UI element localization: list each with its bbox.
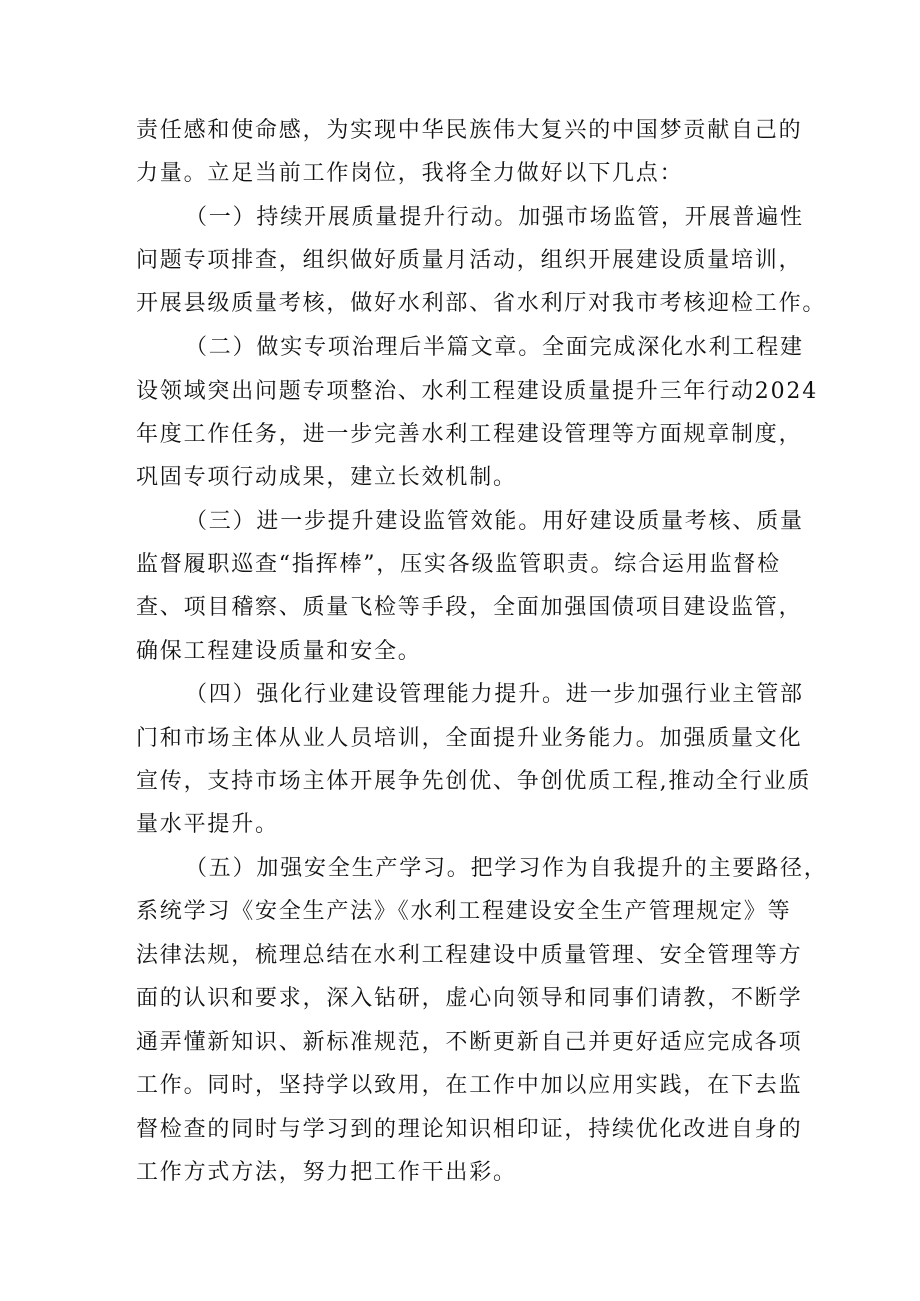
text-line: 开展县级质量考核，做好水利部、省水利厅对我市考核迎检工作。 (136, 291, 827, 316)
text-line: 法律法规，梳理总结在水利工程建设中质量管理、安全管理等方 (136, 943, 803, 968)
text-line: 工作。同时，坚持学以致用，在工作中加以应用实践，在下去监 (136, 1073, 803, 1098)
text-line: 工作方式方法，努力把工作干出彩。 (136, 1160, 517, 1185)
text-line: 系统学习《安全生产法》《水利工程建设安全生产管理规定》等 (136, 899, 792, 924)
text-line: 量水平提升。 (136, 812, 279, 837)
text-line: 确保工程建设质量和安全。 (136, 639, 422, 664)
text-line: 责任感和使命感，为实现中华民族伟大复兴的中国梦贡献自己的 (136, 118, 803, 143)
paragraph-5-heading-line: （五）加强安全生产学习。把学习作为自我提升的主要路径， (185, 856, 828, 881)
text-line: 力量。立足当前工作岗位，我将全力做好以下几点： (136, 161, 684, 186)
text-line: 查、项目稽察、质量飞检等手段，全面加强国债项目建设监管， (136, 595, 803, 620)
text-line: 监督履职巡查“指挥棒”，压实各级监管职责。综合运用监督检 (136, 552, 781, 577)
text-line: 问题专项排查，组织做好质量月活动，组织开展建设质量培训， (136, 248, 803, 273)
paragraph-1-heading-line: （一）持续开展质量提升行动。加强市场监管，开展普遍性 (185, 205, 804, 230)
text-line: 宣传，支持市场主体开展争先创优、争创优质工程,推动全行业质 (136, 769, 812, 794)
paragraph-4-heading-line: （四）强化行业建设管理能力提升。进一步加强行业主管部 (185, 682, 804, 707)
text-line: 通弄懂新知识、新标准规范，不断更新自己并更好适应完成各项 (136, 1030, 803, 1055)
paragraph-3-heading-line: （三）进一步提升建设监管效能。用好建设质量考核、质量 (185, 509, 804, 534)
text-line: 督检查的同时与学习到的理论知识相印证，持续优化改进自身的 (136, 1117, 803, 1142)
paragraph-2-heading-line: （二）做实专项治理后半篇文章。全面完成深化水利工程建 (185, 335, 804, 360)
text-line: 门和市场主体从业人员培训，全面提升业务能力。加强质量文化 (136, 726, 803, 751)
text-line: 面的认识和要求，深入钻研，虚心向领导和同事们请教，不断学 (136, 986, 803, 1011)
text-line: 年度工作任务，进一步完善水利工程建设管理等方面规章制度， (136, 422, 803, 447)
text-line: 巩固专项行动成果，建立长效机制。 (136, 465, 517, 490)
text-line: 设领域突出问题专项整治、水利工程建设质量提升三年行动2024 (136, 379, 818, 404)
